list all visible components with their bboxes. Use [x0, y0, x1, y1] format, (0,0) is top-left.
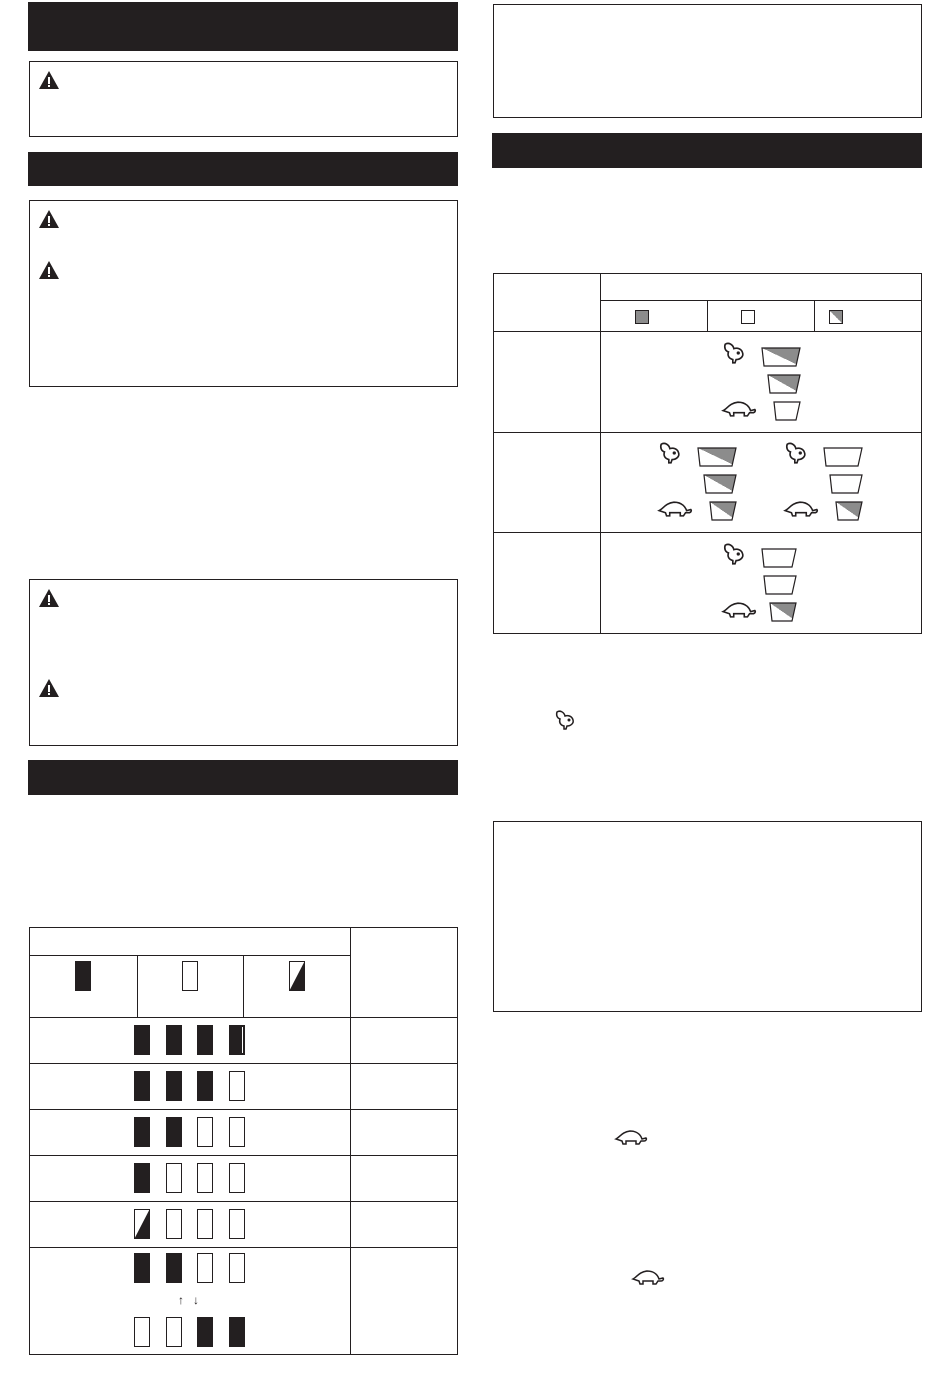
level-blinking: [703, 474, 737, 494]
lamp-on-0: [134, 1163, 150, 1193]
section-header-bar-1: [28, 2, 458, 51]
lamp-on-2: [197, 1071, 213, 1101]
lamp-on-2: [197, 1025, 213, 1055]
lamp-half-on: [229, 1025, 245, 1055]
legend-blinking-swatch: [829, 310, 843, 324]
rabbit-icon: [721, 542, 749, 566]
lamp-off-2: [197, 1163, 213, 1193]
rabbit-icon: [721, 341, 749, 365]
lamp-on-0: [134, 1253, 150, 1283]
mode-indicator-table: [493, 273, 922, 634]
level-blinking: [835, 501, 863, 521]
lamp-off-2: [197, 1209, 213, 1239]
warning-box-1: [29, 61, 458, 137]
lamp-off-1: [166, 1209, 182, 1239]
lamp-off-3: [229, 1209, 245, 1239]
lamp-on-1: [166, 1071, 182, 1101]
warning-triangle-icon: [38, 70, 60, 90]
level-blinking: [697, 447, 737, 467]
note-box-bottom: [493, 821, 922, 1012]
lamp-off-3: [229, 1117, 245, 1147]
lamp-on-2: [197, 1317, 213, 1347]
section-header-bar-3: [28, 760, 458, 795]
turtle-icon: [783, 499, 819, 518]
turtle-icon: [721, 399, 757, 418]
level-blinking: [761, 347, 801, 367]
turtle-icon: [657, 499, 693, 518]
level-off: [773, 401, 801, 421]
lamp-on-1: [166, 1253, 182, 1283]
lamp-off-0: [134, 1317, 150, 1347]
legend-blinking-lamp: [289, 961, 305, 991]
warning-triangle-icon: [38, 209, 60, 229]
level-off: [823, 447, 863, 467]
note-box-top: [493, 4, 922, 118]
lamp-on-3: [229, 1317, 245, 1347]
level-off: [761, 548, 797, 568]
lamp-on-1: [166, 1117, 182, 1147]
level-blinking: [709, 501, 737, 521]
section-header-bar-2: [28, 152, 458, 186]
warning-box-3: [29, 579, 458, 746]
turtle-icon: [614, 1128, 648, 1146]
warning-triangle-icon: [38, 260, 60, 280]
lamp-off-3: [229, 1071, 245, 1101]
lamp-off-2: [197, 1253, 213, 1283]
rabbit-icon: [554, 709, 578, 731]
battery-indicator-table: [29, 927, 458, 1355]
turtle-icon: [721, 600, 757, 619]
legend-lighted-swatch: [635, 310, 649, 324]
level-off: [829, 474, 863, 494]
legend-off-swatch: [741, 310, 755, 324]
legend-off-lamp: [182, 961, 198, 991]
lamp-blink: [134, 1209, 150, 1239]
lamp-on-0: [134, 1117, 150, 1147]
warning-box-2: [29, 200, 458, 387]
lamp-off-1: [166, 1317, 182, 1347]
arrow-up: ↑: [178, 1293, 184, 1307]
level-off: [763, 575, 797, 595]
lamp-off-3: [229, 1163, 245, 1193]
lamp-off-3: [229, 1253, 245, 1283]
rabbit-icon: [783, 441, 811, 465]
lamp-on-0: [134, 1025, 150, 1055]
level-blinking: [767, 374, 801, 394]
lamp-on-1: [166, 1025, 182, 1055]
warning-triangle-icon: [38, 678, 60, 698]
warning-triangle-icon: [38, 588, 60, 608]
level-blinking: [769, 602, 797, 622]
lamp-off-1: [166, 1163, 182, 1193]
legend-lighted-lamp: [75, 961, 91, 991]
section-header-bar-4: [492, 133, 922, 168]
rabbit-icon: [657, 441, 685, 465]
lamp-off-2: [197, 1117, 213, 1147]
arrow-down: ↓: [193, 1293, 199, 1307]
lamp-on-0: [134, 1071, 150, 1101]
turtle-icon: [631, 1268, 665, 1286]
